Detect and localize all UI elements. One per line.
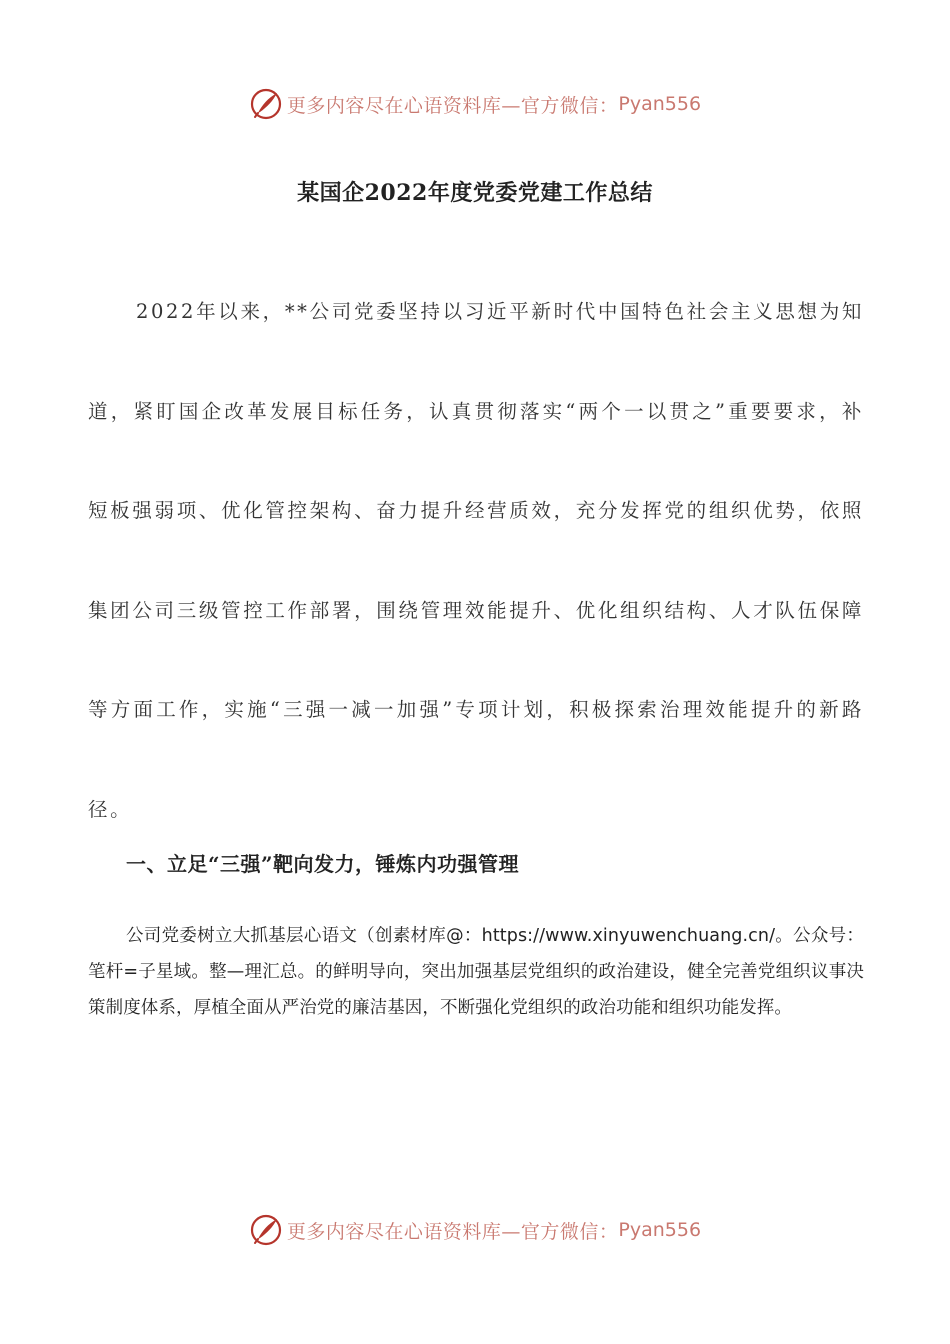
section-heading-1: 一、立足“三强”靶向发力，锤炼内功强管理: [126, 852, 520, 876]
quill-pen-icon: [249, 87, 283, 121]
watermark-text: 更多内容尽在心语资料库—官方微信：: [286, 1220, 619, 1243]
quill-pen-icon: [249, 1213, 283, 1247]
header-watermark-banner: [0, 82, 950, 126]
wechat-id: Pyan556: [618, 93, 702, 115]
document-title: 某国企2022年度党委党建工作总结: [297, 180, 653, 206]
section-1-paragraph: 公司党委树立大抓基层心语文（创素材库@：https://www.xinyuwenchuang.cn/。公众号：笔杆=子星域。整—理汇总。的鲜明导向，突出加强基层党组织的政治建设，健全完善党组织议事决策制度体系，厚植全面从严治党的廉洁基因，不断强化党组织的政治功能和组织功能发挥。: [88, 926, 864, 1018]
intro-paragraph: 2022年以来，**公司党委坚持以习近平新时代中国特色社会主义思想为知道，紧盯国企改革发展目标任务，认真贯彻落实“两个一以贯之”重要要求，补短板强弱项、优化管控架构、奋力提升经营质效，充分发挥党的组织优势，依照集团公司三级管控工作部署，围绕管理效能提升、优化组织结构、人才队伍保障等方面工作，实施“三强一减一加强”专项计划，积极探索治理效能提升的新路径。: [88, 300, 864, 821]
watermark-text: 更多内容尽在心语资料库—官方微信：: [286, 94, 619, 117]
wechat-id: Pyan556: [618, 1219, 702, 1241]
footer-watermark-banner: [0, 1208, 950, 1252]
